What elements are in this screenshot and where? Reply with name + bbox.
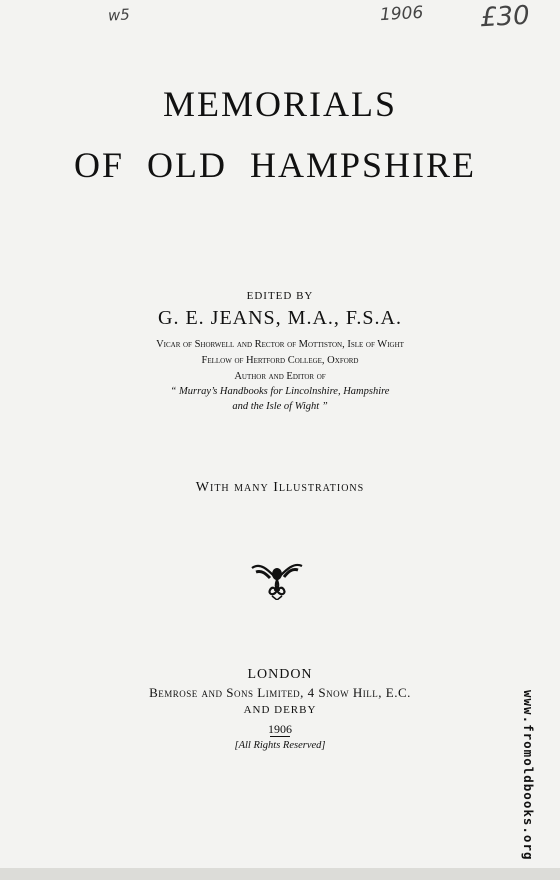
page-bottom-edge [0,868,560,880]
year-rule [270,736,290,737]
editor-credential-author: Author and Editor of [234,371,326,382]
editor-credential-vicar: Vicar of Shorwell and Rector of Mottiston, Isle of Wight [156,339,404,350]
watermark-url: www.fromoldbooks.org [521,690,536,861]
publisher-derby: AND DERBY [243,704,317,716]
title-line-2: OF OLD HAMPSHIRE [73,145,477,185]
edited-by-label: EDITED BY [246,290,314,302]
rights-notice: [All Rights Reserved] [234,740,326,751]
handwritten-price: £30 [479,0,531,34]
publication-year: 1906 [268,722,292,736]
floral-ornament-icon [248,560,306,600]
editor-credential-isle: and the Isle of Wight ” [232,401,328,412]
editor-credential-handbooks: “ Murray’s Handbooks for Lincolnshire, Hampshire [170,386,390,397]
handwritten-note-left: w5 [107,5,131,25]
illustrations-note: With many Illustrations [195,480,365,495]
publisher-name: Bemrose and Sons Limited, 4 Snow Hill, E.C. [149,685,411,700]
handwritten-note-year: 1906 [379,2,424,26]
editor-credential-fellow: Fellow of Hertford College, Oxford [201,355,359,366]
title-line-1: MEMORIALS [162,84,398,124]
editor-name: G. E. JEANS, M.A., F.S.A. [158,307,402,329]
publisher-city: LONDON [247,667,313,682]
